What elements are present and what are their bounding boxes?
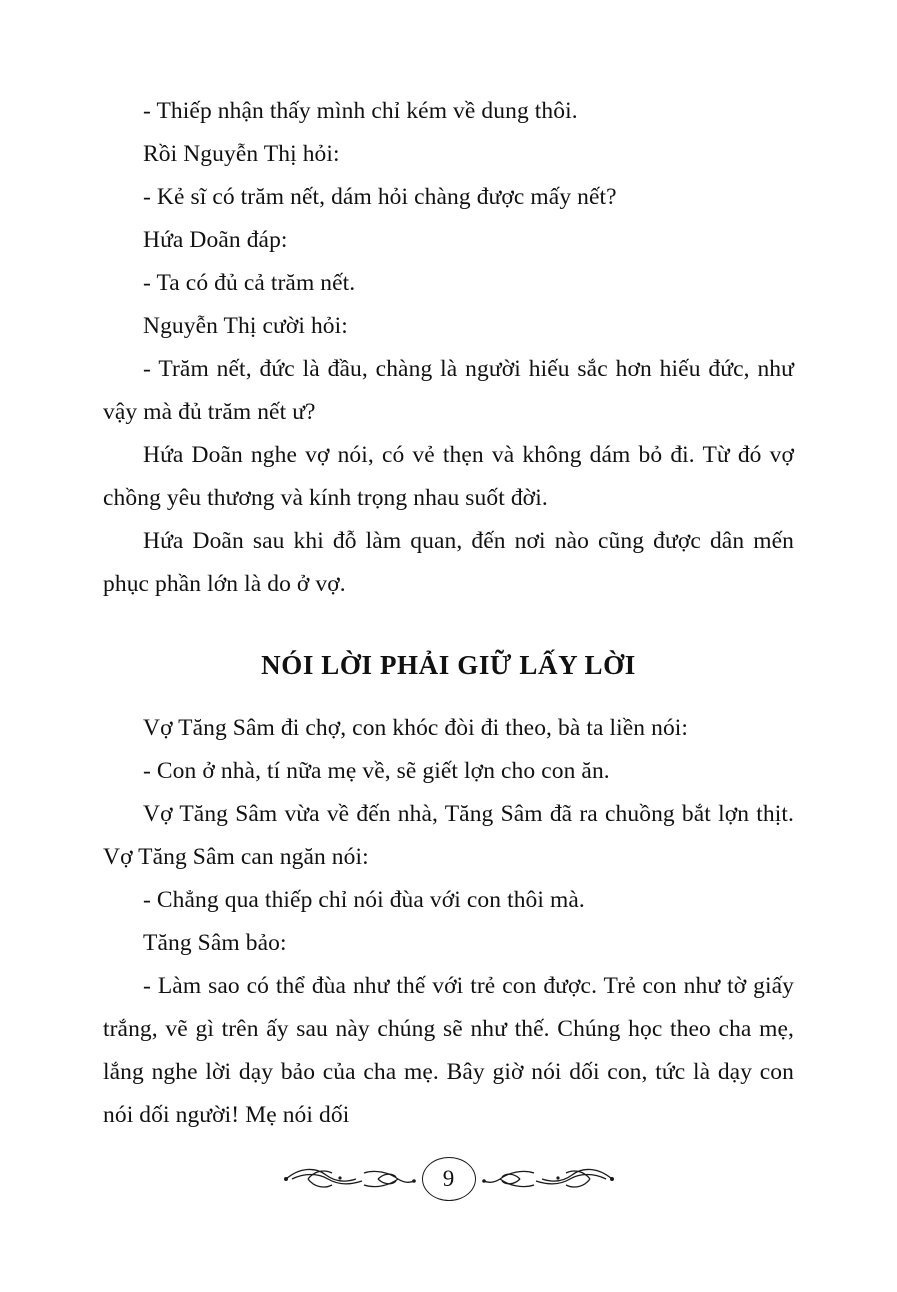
flourish-left-icon <box>278 1157 418 1201</box>
paragraph: Hứa Doãn đáp: <box>143 227 288 253</box>
paragraph: - Ta có đủ cả trăm nết. <box>143 270 356 296</box>
page-number-value: 9 <box>442 1166 455 1191</box>
paragraph: - Con ở nhà, tí nữa mẹ về, sẽ giết lợn cho con ăn. <box>143 758 610 784</box>
flourish-right-icon <box>480 1157 620 1201</box>
text-block-top <box>103 90 794 606</box>
section-title: NÓI LỜI PHẢI GIỮ LẤY LỜI <box>261 650 636 680</box>
paragraph: Vợ Tăng Sâm đi chợ, con khóc đòi đi theo, bà ta liền nói: <box>143 715 689 741</box>
footer-ornament <box>278 1155 620 1203</box>
paragraph: - Làm sao có thể đùa như thế với trẻ con được. Trẻ con như tờ giấy trắng, vẽ gì trên ấy sau này chúng sẽ như thế. Chúng học theo cha mẹ, lắng nghe lời dạy bảo của cha mẹ. Bây giờ nói dối con, tức là dạy con nói dối người! Mẹ nói dối <box>103 973 794 1128</box>
page-footer <box>0 1144 897 1214</box>
paragraph: Hứa Doãn sau khi đỗ làm quan, đến nơi nào cũng được dân mến phục phần lớn là do ở vợ. <box>103 528 794 597</box>
page-number <box>418 1155 480 1203</box>
paragraph: - Thiếp nhận thấy mình chỉ kém về dung thôi. <box>143 98 578 124</box>
paragraph: Hứa Doãn nghe vợ nói, có vẻ thẹn và không dám bỏ đi. Từ đó vợ chồng yêu thương và kính trọng nhau suốt đời. <box>103 442 794 511</box>
paragraph: Vợ Tăng Sâm vừa về đến nhà, Tăng Sâm đã ra chuồng bắt lợn thịt. Vợ Tăng Sâm can ngăn nói: <box>103 801 794 870</box>
paragraph: Nguyễn Thị cười hỏi: <box>143 313 348 339</box>
paragraph: Rồi Nguyễn Thị hỏi: <box>143 141 340 167</box>
paragraph: Tăng Sâm bảo: <box>143 930 287 956</box>
text-block-bottom <box>103 707 794 1137</box>
paragraph: - Trăm nết, đức là đầu, chàng là người hiếu sắc hơn hiếu đức, như vậy mà đủ trăm nết ư? <box>103 356 794 425</box>
paragraph: - Chẳng qua thiếp chỉ nói đùa với con thôi mà. <box>143 887 585 913</box>
paragraph: - Kẻ sĩ có trăm nết, dám hỏi chàng được mấy nết? <box>143 184 617 210</box>
